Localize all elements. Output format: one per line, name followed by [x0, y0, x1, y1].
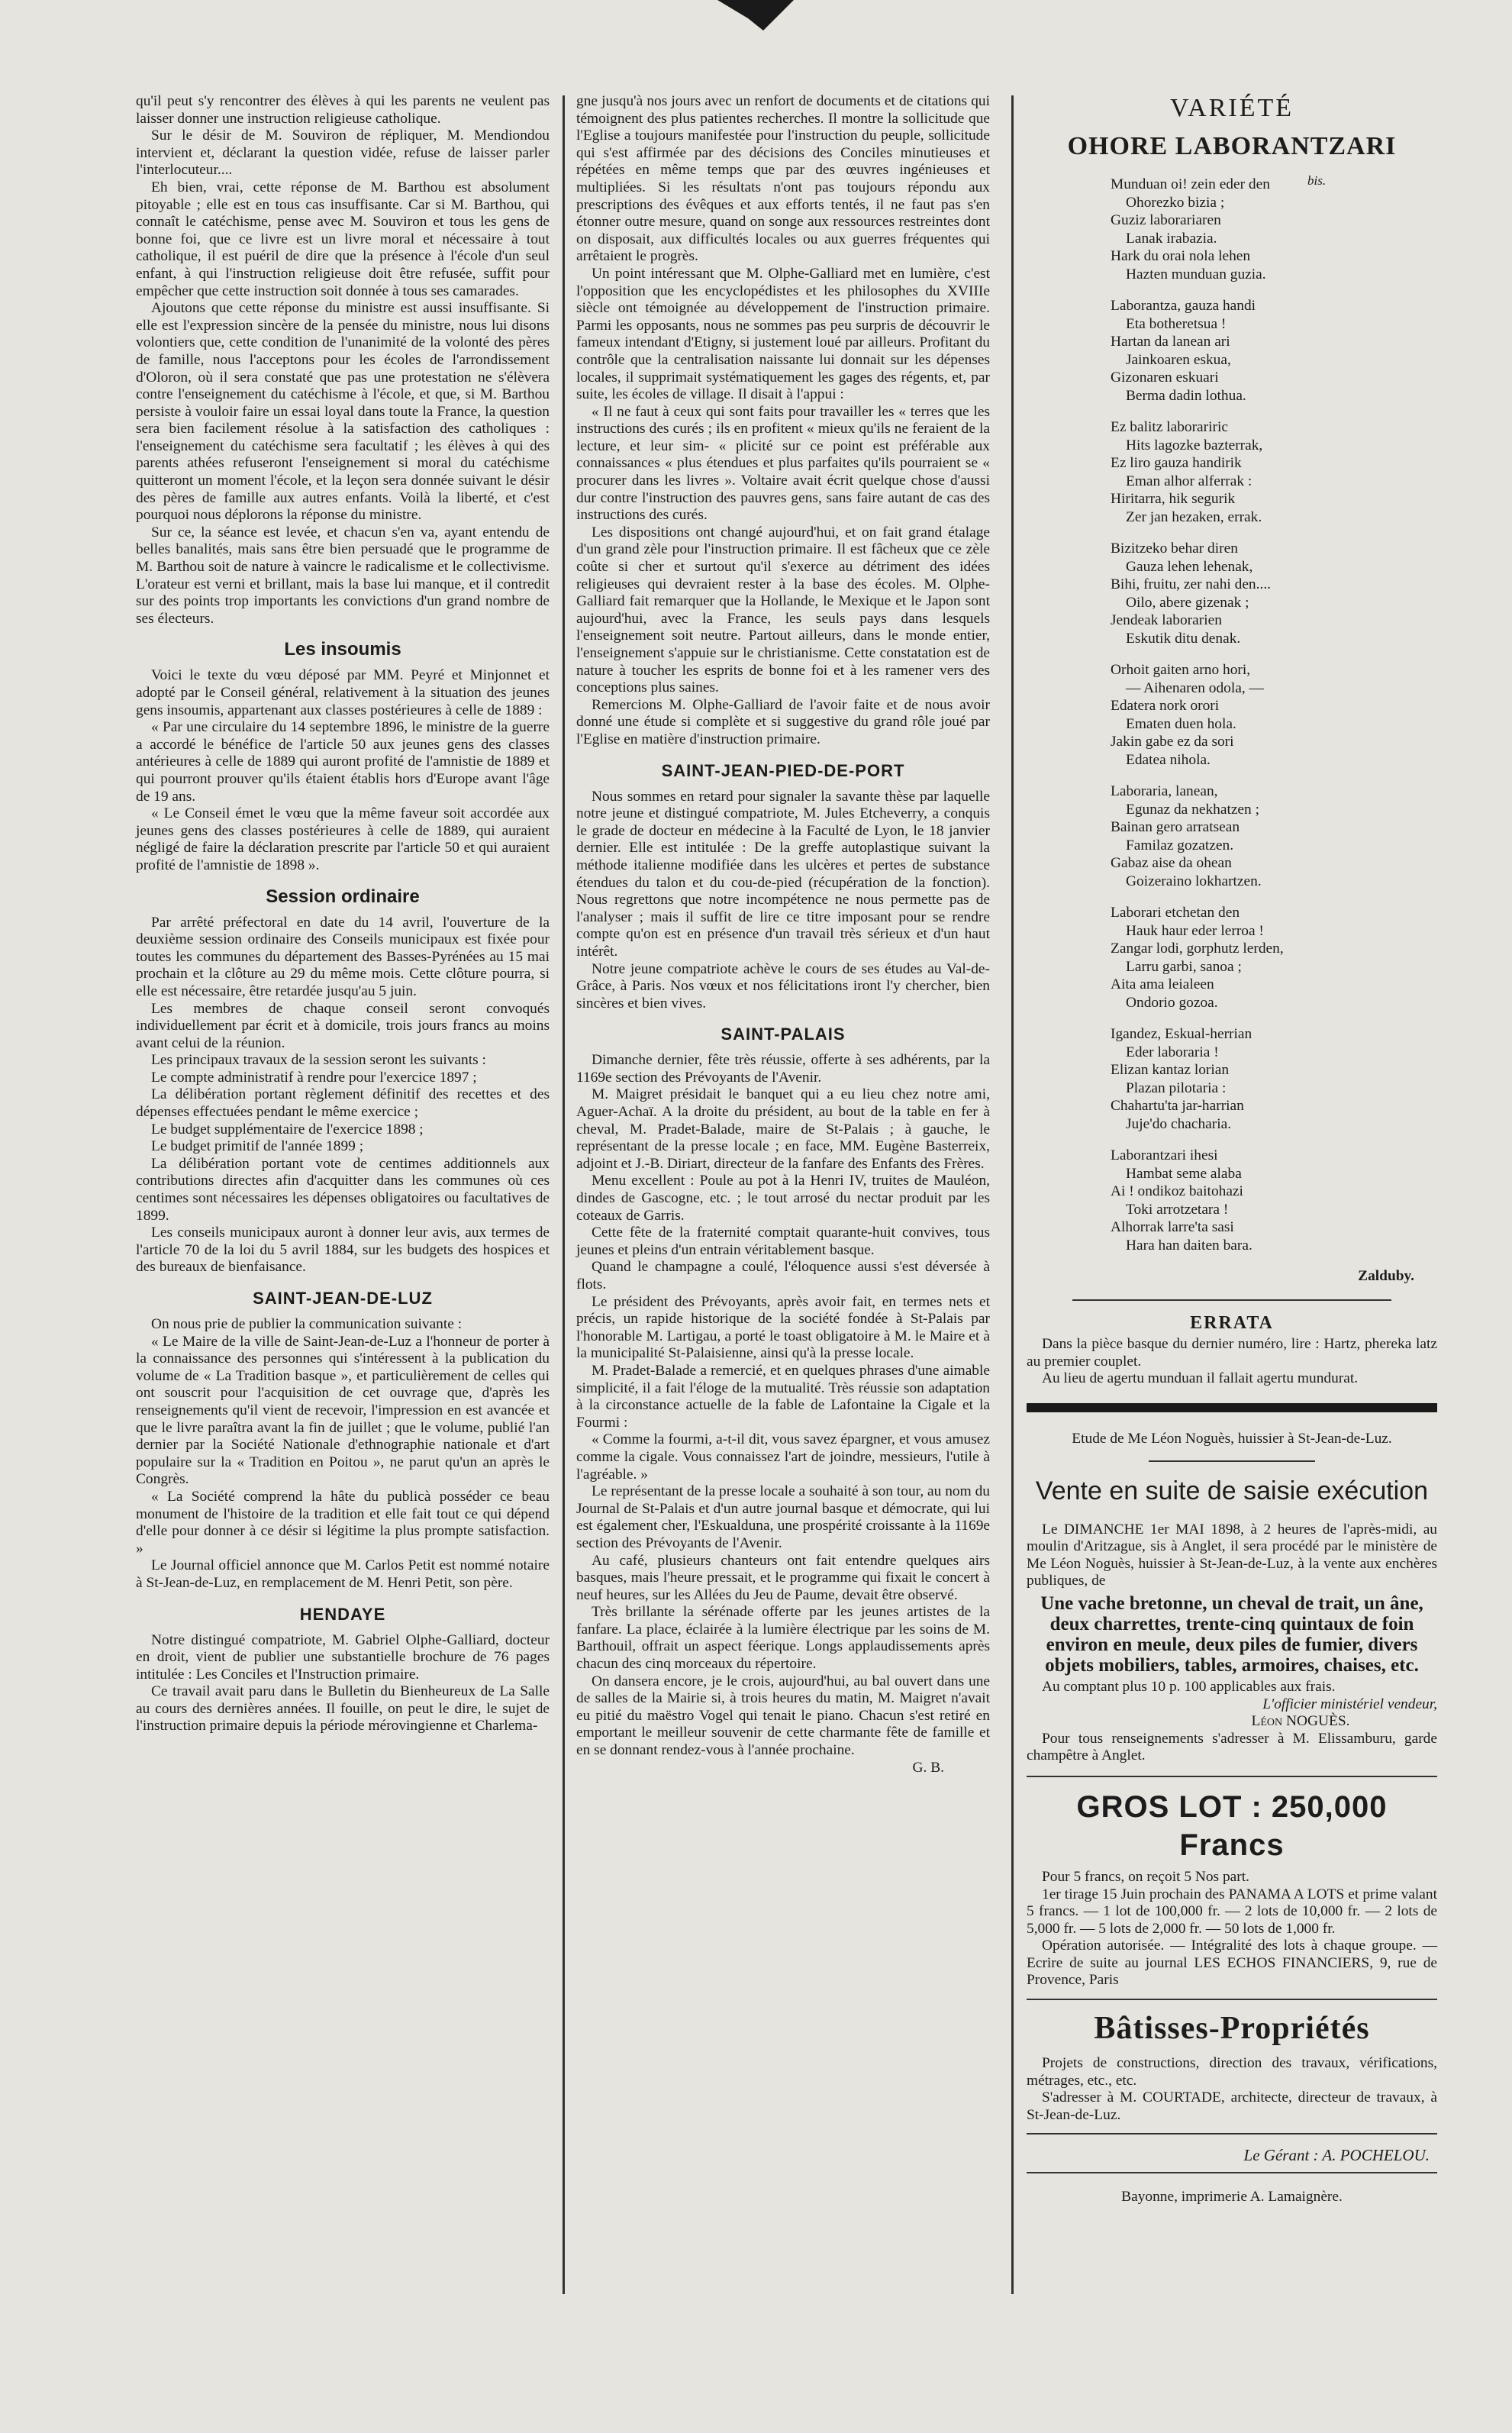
paragraph: Notre jeune compatriote achève le cours de ses études au Val-de-Grâce, à Paris. Nos vœux et nos félicitations iront l'y chercher, bien sincères et bien vives. — [576, 960, 990, 1012]
poem-signature: Zalduby. — [1358, 1268, 1414, 1284]
poem-line: Bizitzeko behar diren — [1111, 540, 1238, 557]
paragraph: qu'il peut s'y rencontrer des élèves à qui les parents ne veulent pas laisser donner une instruction religieuse catholique. — [136, 93, 550, 127]
paragraph: Quand le champagne a coulé, l'éloquence aussi s'est déversée à flots. — [576, 1259, 990, 1292]
poem-line: Bainan gero arratsean — [1111, 819, 1240, 835]
poem-line: Jainkoaren eskua, — [1126, 351, 1231, 368]
poem-line: Ohorezko bizia ; — [1126, 194, 1225, 211]
vente-text: Le DIMANCHE 1er MAI 1898, à 2 heures de l'après-midi, au moulin d'Aritzague, sis à Anglet, il sera procédé par le ministère de Me Léon Noguès, huissier à St-Jean-de-Luz, à la vente aux enchères publiques, de — [1027, 1521, 1437, 1589]
paragraph: Sur ce, la séance est levée, et chacun s'en va, ayant entendu de belles banalités, mais sans être bien persuadé que le programme de M. Barthou soit de nature à vaincre le radicalisme et le collectivisme. L'orateur est verni et brillant, mais la base lui manque, et il contredit sur des points trop importants les convictions d'un grand nombre de ses électeurs. — [136, 524, 550, 627]
officier-name: Léon NOGUÈS. — [1251, 1713, 1350, 1730]
poem-line: Eder laboraria ! — [1126, 1044, 1219, 1060]
gerant-line: Le Gérant : A. POCHELOU. — [1243, 2146, 1430, 2165]
heading-saint-palais: SAINT-PALAIS — [721, 1025, 846, 1044]
poem-line: Gizonaren eskuari — [1111, 369, 1219, 386]
paragraph: M. Pradet-Balade a remercié, et en quelques phrases d'une aimable simplicité, il a fait l'éloge de la mutualité. Très réussie son adaptation à la circonstance actuelle de la fable de Lafontaine la Cigale et la Fourmi : — [576, 1362, 990, 1431]
poem-line: Laboraria, lanean, — [1111, 783, 1218, 799]
poem-line: Ez balitz laborariric — [1111, 419, 1228, 435]
column-divider — [1011, 95, 1014, 2294]
divider — [1027, 1999, 1437, 2000]
column-2 — [576, 93, 990, 1776]
poem-line: Eta botheretsua ! — [1126, 315, 1227, 332]
paragraph: Le représentant de la presse locale a souhaité à son tour, au nom du Journal de St-Palais et d'un autre journal basque et démocrate, qui lui est également cher, l'Eskualduna, une prospérité croissante à la 1169e section des Prévoyants de l'Avenir. — [576, 1483, 990, 1551]
poem-line: Jakin gabe ez da sori — [1111, 734, 1234, 750]
errata-heading: ERRATA — [1190, 1312, 1274, 1333]
paragraph: Les conseils municipaux auront à donner leur avis, aux termes de l'article 70 de la loi du 5 avril 1884, sur les budgets des hospices et des bureaux de bienfaisance. — [136, 1225, 550, 1276]
poem-line: Chahartu'ta jar-harrian — [1111, 1098, 1244, 1114]
column-1-intro — [136, 93, 550, 628]
poem-line: Jendeak laborarien — [1111, 612, 1222, 628]
paragraph: Le compte administratif à rendre pour l'exercice 1897 ; — [151, 1069, 477, 1086]
paragraph: La délibération portant règlement définitif des recettes et des dépenses effectuées pendant le même exercice ; — [136, 1086, 550, 1121]
heading-saint-jean-de-luz: SAINT-JEAN-DE-LUZ — [253, 1289, 433, 1308]
poem-line: Guziz laborariaren — [1111, 212, 1221, 228]
paragraph: Eh bien, vrai, cette réponse de M. Barthou est absolument pitoyable ; elle est en tous cas insuffisante. Car si M. Barthou, qui connaît le catéchisme, pense avec M. Souviron et tous les gens de bonne foi, que ce livre est un livre moral et nécessaire à tout catholique, il est puéril de dire que la présence à l'école d'un seul enfant, à qui l'instruction religieuse doit être refusée, suffit pour empêcher que cette instruction soit donnée à tous ses camarades. — [136, 179, 550, 299]
thick-divider — [1027, 1403, 1437, 1412]
vente-heading: Vente en suite de saisie exécution — [1035, 1476, 1429, 1505]
heading-insoumis: Les insoumis — [284, 639, 401, 660]
paragraph: Au lieu de agertu munduan il fallait agertu mundurat. — [1042, 1370, 1359, 1387]
divider — [1027, 2172, 1437, 2173]
poem-line: Eman alhor alferrak : — [1126, 473, 1252, 489]
poem-stanza — [1111, 418, 1437, 526]
poem-line: Larru garbi, sanoa ; — [1126, 958, 1242, 975]
paragraph: « Comme la fourmi, a-t-il dit, vous savez épargner, et vous amusez comme la cigale. Vous connaissez l'art de joindre, messieurs, l'utile à l'agréable. » — [576, 1431, 990, 1483]
paragraph: Le président des Prévoyants, après avoir fait, en termes nets et précis, un rapide historique de la société fondée à St-Palais par l'honorable M. Lartigau, a porté le toast obligatoire à M. le Maire et à la municipalité St-Palaisienne, ainsi qu'à la presse locale. — [576, 1293, 990, 1362]
saint-jean-de-luz-article — [136, 1316, 550, 1592]
poem-line: Goizeraino lokhartzen. — [1126, 873, 1262, 889]
poem-line: Ematen duen hola. — [1126, 715, 1236, 732]
session-article — [136, 915, 550, 1276]
divider — [1072, 1299, 1391, 1301]
poem-line: Igandez, Eskual-herrian — [1111, 1026, 1252, 1042]
vente-items: Une vache bretonne, un cheval de trait, un âne, deux charrettes, trente-cinq quintaux de foin environ en meule, deux piles de fumier, divers objets mobiliers, tables, armoires, chaises, etc. — [1040, 1592, 1423, 1676]
poem-line: Hits lagozke bazterrak, — [1126, 437, 1263, 453]
divider — [1027, 2133, 1437, 2135]
poem-line: Hara han daiten bara. — [1126, 1237, 1252, 1254]
variete-heading: VARIÉTÉ — [1169, 94, 1294, 122]
poem-line: Ai ! ondikoz baitohazi — [1111, 1183, 1243, 1199]
paragraph: Remercions M. Olphe-Galliard de l'avoir faite et de nous avoir donné une étude si complète et si suggestive du grand rôle joué par l'Eglise en matière d'instruction primaire. — [576, 696, 990, 747]
torn-edge — [717, 0, 794, 31]
poem-line: Aita ama leialeen — [1111, 976, 1214, 992]
paragraph: Dans la pièce basque du dernier numéro, lire : Hartz, phereka latz au premier couplet. — [1027, 1336, 1437, 1370]
paragraph: « Le Maire de la ville de Saint-Jean-de-Luz a l'honneur de porter à la connaissance des personnes qui s'intéressent à la publication du volume de « La Tradition basque », et particulièrement de celles qui ont souscrit pour l'acquisition de cet ouvrage que, d'après les renseignements qu'il vient de recevoir, l'impression en est avancée et que le livre paraîtra avant la fin de juillet ; que le volume, publié l'an dernier par la Société Nationale d'ethnographie nationale et d'art populaire sur la « Tradition en Poitou », ne parut qu'un an après le Congrès. — [136, 1333, 550, 1488]
poem-line: Hartan da lanean ari — [1111, 334, 1230, 350]
poem-stanza — [1111, 297, 1437, 405]
poem-line: Zangar lodi, gorphutz lerden, — [1111, 941, 1284, 957]
paragraph: Projets de constructions, direction des travaux, vérifications, métrages, etc., etc. — [1027, 2055, 1437, 2089]
heading-session-ordinaire: Session ordinaire — [266, 886, 420, 907]
poem-line: Edatera nork orori — [1111, 698, 1220, 714]
insoumis-article — [136, 667, 550, 874]
poem-line: — Aihenaren odola, — — [1126, 679, 1264, 696]
poem-line: Munduan oi! zein eder den — [1111, 176, 1270, 192]
poem-line: Gauza lehen lehenak, — [1126, 558, 1253, 575]
poem-stanza — [1111, 661, 1437, 769]
paragraph: Au café, plusieurs chanteurs ont fait entendre quelques airs basques, mais l'heure pressait, et le programme qui fixait le concert à neuf heures, sur les Allées du Jeu de Paume, devait être observé. — [576, 1552, 990, 1603]
renseignements-text: Pour tous renseignements s'adresser à M. Elissamburu, garde champêtre à Anglet. — [1027, 1730, 1437, 1764]
errata-text — [1027, 1336, 1437, 1388]
paragraph: Le budget supplémentaire de l'exercice 1898 ; — [151, 1121, 424, 1137]
poem-line: Hazten munduan guzia. — [1126, 266, 1266, 282]
paragraph: Le Journal officiel annonce que M. Carlos Petit est nommé notaire à St-Jean-de-Luz, en remplacement de M. Henri Petit, son père. — [136, 1557, 550, 1591]
paragraph: Par arrêté préfectoral en date du 14 avril, l'ouverture de la deuxième session ordinaire des Conseils municipaux est fixée pour toutes les communes du département des Basses-Pyrénées au 15 mai prochain et la clôture au 29 du même mois. Cette clôture pourra, si elle est nécessaire, être retardée jusqu'au 5 juin. — [136, 914, 550, 999]
poem-line: Hiritarra, hik segurik — [1111, 491, 1236, 507]
comptant-text: Au comptant plus 10 p. 100 applicables aux frais. — [1042, 1678, 1336, 1695]
column-1 — [136, 93, 550, 1735]
batisses-heading: Bâtisses-Propriétés — [1094, 2011, 1370, 2047]
poem-line: Alhorrak larre'ta sasi — [1111, 1219, 1234, 1235]
poem-stanza — [1111, 176, 1437, 283]
paragraph: Le budget primitif de l'année 1899 ; — [151, 1138, 364, 1155]
gros-lot-heading: GROS LOT : 250,000 Francs — [1076, 1789, 1388, 1862]
poem-line: Bihi, fruitu, zer nahi den.... — [1111, 576, 1272, 592]
poem-line: Elizan kantaz lorian — [1111, 1062, 1230, 1078]
poem-line: Oilo, abere gizenak ; — [1126, 594, 1249, 611]
poem-stanza — [1111, 1025, 1437, 1133]
poem-line: Gabaz aise da ohean — [1111, 855, 1232, 871]
poem-line: Plazan pilotaria : — [1126, 1079, 1227, 1096]
paragraph: Voici le texte du vœu déposé par MM. Peyré et Minjonnet et adopté par le Conseil général, relativement à la situation des jeunes gens insoumis, appartenant aux classes postérieures à celle de 1889 : — [136, 667, 550, 718]
batisses-text — [1027, 2055, 1437, 2124]
poem-line: Lanak irabazia. — [1126, 230, 1217, 247]
heading-hendaye: HENDAYE — [299, 1604, 386, 1624]
officier-text: L'officier ministériel vendeur, — [1262, 1696, 1437, 1712]
paragraph: Nous sommes en retard pour signaler la savante thèse par laquelle notre jeune et distingué compatriote, M. Jules Etcheverry, a conquis le grade de docteur en médecine à la Faculté de Lyon, le 18 janvier dernier. Elle est intitulée : De la greffe autoplastique suivant la méthode italienne modifiée dans les ulcères et pertes de substance étendues du talon et du cou-de-pied (récupération de la fonction). Nous regrettons que notre incompétence ne nous permette pas de l'analyser ; mais il suffit de lire ce titre imposant pour se rendre compte qu'on est en présence d'un travail très sérieux et d'un haut intérêt. — [576, 788, 990, 960]
paragraph: « Le Conseil émet le vœu que la même faveur soit accordée aux jeunes gens des classes postérieures à celle de 1889, qui auraient négligé de faire la déclaration prescrite par l'article 50 et qui auraient profité de l'amnistie de 1898 ». — [136, 805, 550, 873]
poem-line: Zer jan hezaken, errak. — [1126, 508, 1262, 525]
poem-line: Juje'do chacharia. — [1126, 1115, 1232, 1132]
poem-line: Laborantza, gauza handi — [1111, 298, 1256, 314]
paragraph: M. Maigret présidait le banquet qui a eu lieu chez notre ami, Aguer-Achaï. A la droite du président, au bout de la table en fer à cheval, M. Pradet-Balade, maire de St-Palais ; à gauche, le représentant de la presse locale ; en face, MM. Eugène Basterreix, adjoint et J.-B. Diriart, directeur de la fanfare des Enfants des Frères. — [576, 1086, 990, 1172]
poem — [1027, 176, 1437, 1254]
poem-line: Laborantzari ihesi — [1111, 1147, 1218, 1163]
poem-line: Edatea nihola. — [1126, 751, 1211, 768]
poem-stanza — [1111, 1147, 1437, 1254]
conciles-article — [576, 93, 990, 749]
author-initials: G. B. — [912, 1759, 944, 1776]
saint-palais-article — [576, 1052, 990, 1759]
imprimerie-line: Bayonne, imprimerie A. Lamaignère. — [1121, 2189, 1343, 2206]
paragraph: Un point intéressant que M. Olphe-Galliard met en lumière, c'est l'opposition que les encyclopédistes et les philosophes du XVIIIe siècle ont témoignée au développement de l'instruction primaire. Parmi les opposants, nous ne sommes pas peu surpris de découvrir le fameux intendant d'Etigny, si justement loué par ailleurs. Profitant du contrôle que la centralisation naissante lui donnait sur les dépenses locales, il supprimait systématiquement les gages des régents, et, par suite, les écoles de village. Il disait à l'appui : — [576, 265, 990, 403]
poem-line: Orhoit gaiten arno hori, — [1111, 662, 1251, 678]
poem-line: Hambat seme alaba — [1126, 1165, 1242, 1182]
paragraph: Notre distingué compatriote, M. Gabriel Olphe-Galliard, docteur en droit, vient de publier une substantielle brochure de 76 pages intitulée : Les Conciles et l'Instruction primaire. — [136, 1631, 550, 1683]
paragraph: Cette fête de la fraternité comptait quarante-huit convives, tous jeunes et pleins d'un entrain véritablement basque. — [576, 1225, 990, 1258]
paragraph: Sur le désir de M. Souviron de répliquer, M. Mendiondou intervient et, déclarant la question vidée, refuse de laisser parler l'interlocuteur.... — [136, 127, 550, 179]
column-3 — [1027, 93, 1437, 2206]
paragraph: « Par une circulaire du 14 septembre 1896, le ministre de la guerre a accordé le bénéfice de l'article 50 aux jeunes gens des classes antérieures à celle de 1889 qui auront profité de l'amnistie de 1889 et qui pourront prouver qu'ils étaient établis hors d'Europe avant l'âge de 19 ans. — [136, 719, 550, 805]
paragraph: Dimanche dernier, fête très réussie, offerte à ses adhérents, par la 1169e section des Prévoyants de l'Avenir. — [576, 1052, 990, 1086]
paragraph: S'adresser à M. COURTADE, architecte, directeur de travaux, à St-Jean-de-Luz. — [1027, 2089, 1437, 2123]
poem-title: OHORE LABORANTZARI — [1067, 132, 1397, 160]
poem-stanza — [1111, 540, 1437, 647]
divider — [1149, 1460, 1315, 1462]
poem-line: Hark du orai nola lehen — [1111, 248, 1251, 264]
poem-line: Berma dadin lothua. — [1126, 387, 1246, 404]
gros-lot-text — [1027, 1869, 1437, 1989]
paragraph: « Il ne faut à ceux qui sont faits pour travailler les « terres que les instructions des curés ; ils en profitent « mieux qu'ils ne feraient de la lecture, et leur sim- « plicité sur ce point est préférable aux connaissances « plus étendues et plus parfaites qu'ils pourraient se « procurer dans les livres ». Voltaire avait écrit quelque chose d'aussi dur contre l'instruction des pauvres gens, sans faire autant de cas des instructions des curés. — [576, 403, 990, 524]
paragraph: Les membres de chaque conseil seront convoqués individuellement par écrit et à domicile, trois jours francs au moins avant celui de la réunion. — [136, 1000, 550, 1051]
poem-stanza — [1111, 904, 1437, 1012]
paragraph: gne jusqu'à nos jours avec un renfort de documents et de citations qui témoignent des plus patientes recherches. Il montre la sollicitude que l'Eglise a toujours manifestée pour l'instruction du peuple, sollicitude qui s'est affirmée par des décisions des Conciles minutieuses et répétées en même temps que par des œuvres ingénieuses et multipliées. Si les résultats n'ont pas toujours répondu aux prescriptions des évêques et aux efforts tentés, il ne faut pas s'en étonner outre mesure, quand on songe aux ressources restreintes dont on disposait, aux difficultés locales ou aux guerres fréquentes qui arrêtaient le progrès. — [576, 93, 990, 265]
paragraph: La délibération portant vote de centimes additionnels aux contributions directes afin d'acquitter dans les communes où ces centimes sont nécessaires les dépenses obligatoires ou facultatives de 1899. — [136, 1155, 550, 1224]
paragraph: Ajoutons que cette réponse du ministre est aussi insuffisante. Si elle est l'expression sincère de la pensée du ministre, nous lui disons volontiers que, cette condition de l'unanimité de la volonté des pères de famille, nous l'acceptons pour les écoles de l'arrondissement d'Oloron, où il sera constaté que pas une protestation ne s'élèvera contre l'enseignement du catéchisme à l'école, et que, si M. Barthou persiste à vouloir faire un essai loyal dans toute la France, la question sera bien facilement résolue à la satisfaction des catholiques : l'enseignement du catéchisme sera facultatif ; les élèves à qui des parents athées refuseront l'enseignement si moral du catéchisme quitteront un moment l'école, et la leçon sera donnée suivant le désir des pères de famille aux autres enfants. Voilà la liberté, et c'est pourquoi nous déplorons la réponse du ministre. — [136, 300, 550, 524]
divider — [1027, 1776, 1437, 1777]
poem-line: Egunaz da nekhatzen ; — [1126, 801, 1259, 818]
paragraph: 1er tirage 15 Juin prochain des PANAMA A LOTS et prime valant 5 francs. — 1 lot de 100,000 fr. — 2 lots de 10,000 fr. — 2 lots de 5,000 fr. — 5 lots de 2,000 fr. — 50 lots de 1,000 fr. — [1027, 1886, 1437, 1937]
paragraph: Très brillante la sérénade offerte par les jeunes artistes de la fanfare. La place, éclairée à la lumière électrique par les soins de M. Barthouil, offrait un aspect féerique. Longs applaudissements après chacun des cinq morceaux du répertoire. — [576, 1604, 990, 1673]
column-divider — [563, 95, 565, 2294]
poem-line: Hauk haur eder lerroa ! — [1126, 922, 1264, 939]
paragraph: Les dispositions ont changé aujourd'hui, et on fait grand étalage d'un grand zèle pour l'instruction primaire. Il est fâcheux que ce zèle coûte si cher et surtout qu'il s'exerce au détriment des idées religieuses qui devraient rester à la base des écoles. M. Olphe-Galliard fait remarquer que la Hollande, le Mexique et le Japon sont aujourd'hui, avec la France, les seuls pays dans lesquels l'enseignement soit neutre. Partout ailleurs, dans le monde entier, l'enseignement s'appuie sur le christianisme. Cette constatation est de nature à toucher les esprits de bonne foi et à les ramener vers des conceptions plus saines. — [576, 524, 990, 696]
poem-line: Laborari etchetan den — [1111, 905, 1240, 921]
paragraph: Les principaux travaux de la session seront les suivants : — [151, 1052, 486, 1069]
poem-line: Familaz gozatzen. — [1126, 837, 1234, 853]
paragraph: Opération autorisée. — Intégralité des lots à chaque groupe. — Ecrire de suite au journal LES ECHOS FINANCIERS, 9, rue de Provence, Paris — [1027, 1938, 1437, 1989]
paragraph: Menu excellent : Poule au pot à la Henri IV, truites de Mauléon, dindes de Gascogne, etc. ; le tout arrosé du nectar produit par les coteaux de Garris. — [576, 1173, 990, 1224]
heading-saint-jean-pied-de-port: SAINT-JEAN-PIED-DE-PORT — [661, 760, 905, 780]
etude-line: Etude de Me Léon Noguès, huissier à St-Jean-de-Luz. — [1072, 1430, 1392, 1447]
poem-line: Ez liro gauza handirik — [1111, 455, 1242, 471]
bis-marker: bis. — [1307, 173, 1327, 188]
paragraph: On nous prie de publier la communication suivante : — [151, 1316, 463, 1332]
hendaye-article — [136, 1632, 550, 1736]
paragraph: On dansera encore, je le crois, aujourd'hui, au bal ouvert dans une de salles de la Mairie si, à trois heures du matin, M. Maigret n'avait eu pitié du maëstro Vogel qui tenait le piano. Chacun s'est retiré en emportant le meilleur souvenir de cette charmante fête de famille et en se donnant rendez-vous à l'année prochaine. — [576, 1673, 990, 1759]
paragraph: Pour 5 francs, on reçoit 5 Nos part. — [1042, 1868, 1249, 1885]
saint-jean-pied-de-port-article — [576, 789, 990, 1013]
paragraph: Ce travail avait paru dans le Bulletin du Bienheureux de La Salle au cours des dernières années. Il fouille, on peut le dire, le sujet de l'instruction primaire depuis la période mérovingienne et Charlema- — [136, 1683, 550, 1734]
poem-line: Toki arrotzetara ! — [1126, 1201, 1229, 1218]
poem-line: Eskutik ditu denak. — [1126, 630, 1241, 647]
poem-stanza — [1111, 782, 1437, 890]
poem-line: Ondorio gozoa. — [1126, 994, 1218, 1011]
paragraph: « La Société comprend la hâte du publicà posséder ce beau monument de l'histoire de la tradition et elle fait tout ce qui dépend d'elle pour donner à ce désir si légitime la plus prompte satisfaction. » — [136, 1488, 550, 1557]
